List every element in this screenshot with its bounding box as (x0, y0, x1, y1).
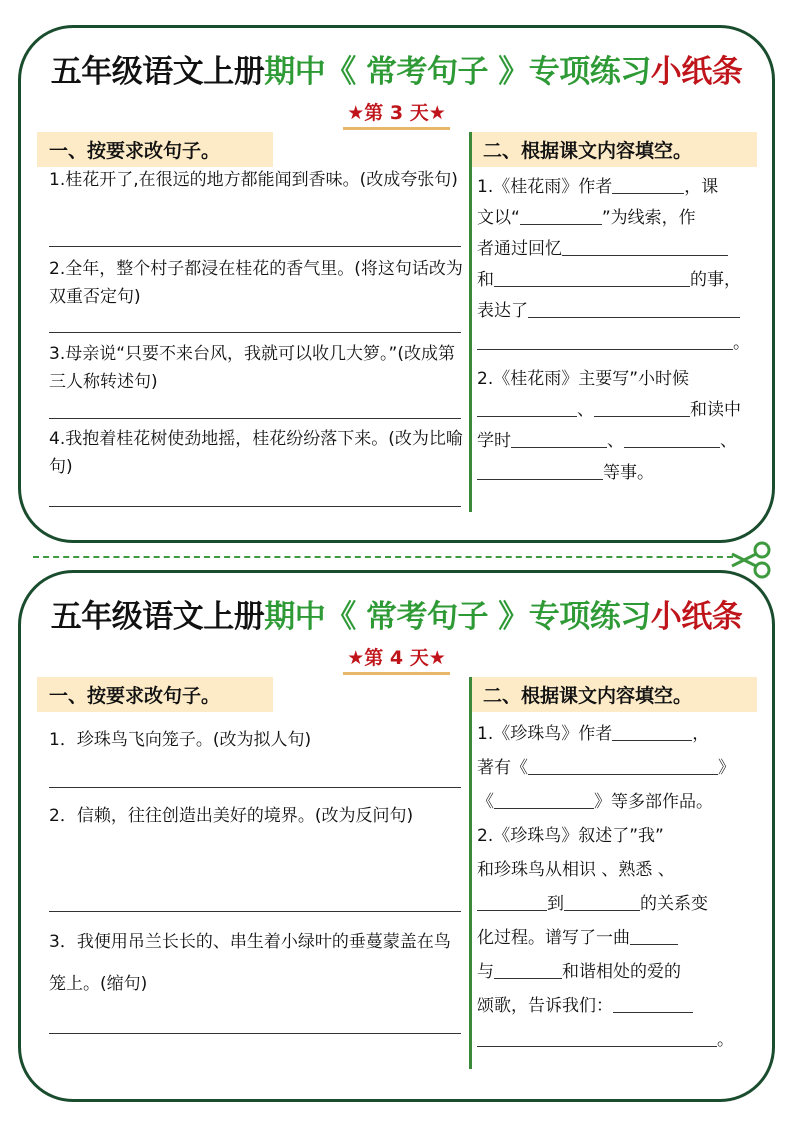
blank[interactable] (494, 958, 562, 979)
fill-line: 。 (477, 1025, 734, 1056)
blank[interactable] (511, 427, 607, 448)
question-2: 2.全年，整个村子都浸在桂花的香气里。(将这句话改为双重否定句) (49, 259, 463, 307)
blank[interactable] (562, 235, 728, 256)
column-divider (469, 677, 472, 1069)
answer-line[interactable] (49, 418, 461, 419)
column-divider (469, 132, 472, 512)
blank[interactable] (594, 396, 690, 417)
question-3: 3.母亲说“只要不来台风，我就可以收几大箩。”(改成第三人称转述句) (49, 344, 455, 392)
blank[interactable] (477, 890, 547, 911)
fill-line: 化过程。谱写了一曲 (477, 923, 678, 954)
day-label: ★第 3 天★ (21, 98, 772, 130)
section-heading-rewrite: 一、按要求改句子。 (37, 132, 273, 167)
question-4: 4.我抱着桂花树使劲地摇，桂花纷纷落下来。(改为比喻句) (49, 429, 463, 477)
fill-line: 和珍珠鸟从相识 、熟悉 、 (477, 860, 675, 880)
blank[interactable] (494, 266, 690, 287)
fill-line: 表达了 (477, 296, 740, 327)
fill-line: 学时 、 、 (477, 426, 737, 457)
card-title: 五年级语文上册期中《 常考句子 》专项练习小纸条 (50, 54, 743, 90)
fill-line: 著有《 》 (477, 753, 735, 784)
blank[interactable] (564, 890, 640, 911)
answer-line[interactable] (49, 332, 461, 333)
blank[interactable] (624, 427, 720, 448)
answer-line[interactable] (49, 911, 461, 912)
cut-line (33, 556, 733, 558)
question-1: 1．珍珠鸟飞向笼子。(改为拟人句) (49, 730, 312, 750)
blank[interactable] (613, 992, 693, 1013)
answer-line[interactable] (49, 1033, 461, 1034)
note-card-day-3 (18, 25, 775, 543)
section-heading-fill: 二、根据课文内容填空。 (471, 132, 757, 167)
fill-line: 1.《珍珠鸟》作者 ， (477, 719, 709, 750)
fill-line: 等事。 (477, 458, 654, 489)
question-1: 1.桂花开了,在很远的地方都能闻到香味。(改成夸张句) (49, 170, 458, 190)
question-3: 3．我便用吊兰长长的、串生着小绿叶的垂蔓蒙盖在鸟笼上。(缩句) (49, 932, 451, 994)
fill-line: 《 》等多部作品。 (477, 787, 713, 818)
blank[interactable] (494, 788, 594, 809)
blank[interactable] (477, 396, 577, 417)
fill-line: 2.《桂花雨》主要写”小时候 (477, 369, 690, 389)
blank[interactable] (612, 173, 684, 194)
blank[interactable] (477, 329, 733, 350)
note-card-day-4 (18, 570, 775, 1102)
fill-line: 、 和读中 (477, 395, 741, 426)
day-label: ★第 4 天★ (21, 643, 772, 675)
fill-line: 到 的关系变 (477, 889, 708, 920)
blank[interactable] (528, 297, 740, 318)
fill-line: 颂歌，告诉我们： (477, 991, 693, 1022)
fill-line: 与 和谐相处的爱的 (477, 957, 681, 988)
fill-line: 1.《桂花雨》作者 ，课 (477, 172, 718, 203)
answer-line[interactable] (49, 506, 461, 507)
fill-line: 者通过回忆 (477, 234, 728, 265)
card-title: 五年级语文上册期中《 常考句子 》专项练习小纸条 (50, 599, 743, 635)
answer-line[interactable] (49, 246, 461, 247)
blank[interactable] (477, 459, 603, 480)
blank[interactable] (630, 924, 678, 945)
question-2: 2．信赖，往往创造出美好的境界。(改为反问句) (49, 806, 414, 826)
section-heading-fill: 二、根据课文内容填空。 (471, 677, 757, 712)
fill-line: 。 (477, 328, 750, 359)
answer-line[interactable] (49, 787, 461, 788)
blank[interactable] (520, 204, 602, 225)
blank[interactable] (477, 1026, 717, 1047)
fill-line: 2.《珍珠鸟》叙述了”我” (477, 826, 664, 846)
blank[interactable] (528, 754, 718, 775)
section-heading-rewrite: 一、按要求改句子。 (37, 677, 273, 712)
fill-line: 和 的事， (477, 265, 741, 296)
fill-line: 文以“ ”为线索，作 (477, 203, 696, 234)
blank[interactable] (612, 720, 692, 741)
